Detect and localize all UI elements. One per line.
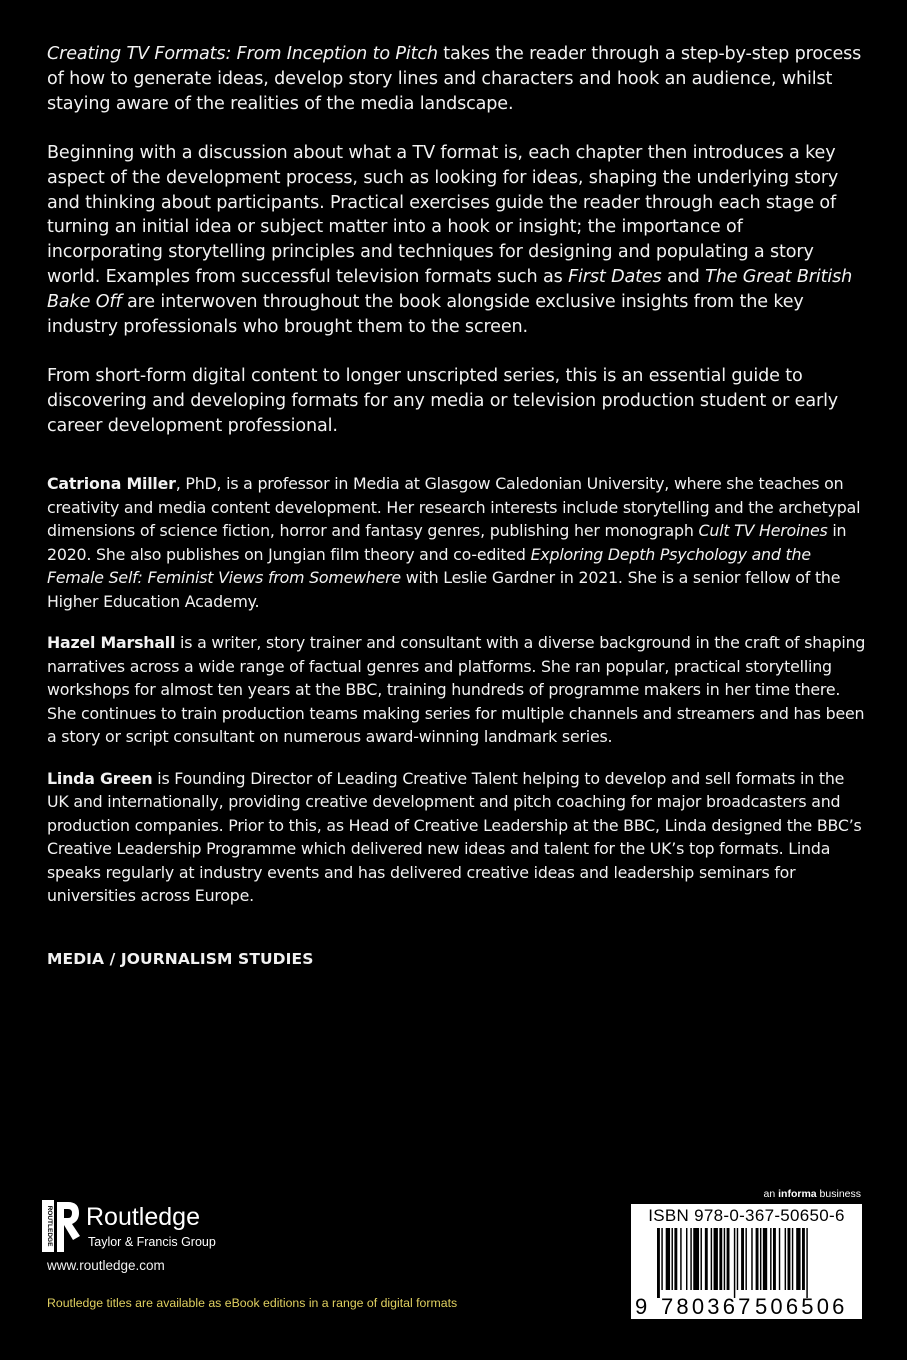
barcode-bar bbox=[693, 1228, 699, 1290]
barcode-bar bbox=[734, 1228, 735, 1298]
barcode-bar bbox=[719, 1228, 722, 1290]
barcode-bar bbox=[763, 1228, 767, 1290]
barcode-bar bbox=[674, 1228, 677, 1290]
bio-text: with Leslie Gardner in 2021. She is a senior fellow of the Higher Education Academy. bbox=[47, 568, 841, 611]
barcode-bar bbox=[773, 1228, 776, 1290]
barcode-bar bbox=[802, 1228, 805, 1290]
isbn-barcode bbox=[631, 1204, 862, 1319]
bio-text: in 2020. She also publishes on Jungian film theory and co-edited bbox=[47, 521, 847, 564]
publisher-group: Taylor & Francis Group bbox=[88, 1235, 216, 1249]
author-bios bbox=[47, 472, 867, 926]
barcode-bar bbox=[745, 1228, 746, 1290]
bio-linda-green bbox=[47, 767, 867, 908]
barcode-bar bbox=[806, 1228, 807, 1298]
blurb-paragraph-3: From short-form digital content to longer unscripted series, this is an essential guide to discovering and developing formats for any media or television production student or early career development professional. bbox=[47, 365, 839, 436]
barcode-bar bbox=[788, 1228, 791, 1290]
barcode-bar bbox=[690, 1228, 691, 1290]
barcode-digits-right: 506506 bbox=[755, 1294, 848, 1319]
informa-brand: informa bbox=[778, 1188, 817, 1200]
barcode-bar bbox=[724, 1228, 725, 1290]
publisher-website: www.routledge.com bbox=[47, 1258, 165, 1273]
routledge-logo bbox=[42, 1200, 242, 1260]
barcode-bar bbox=[666, 1228, 670, 1290]
back-cover-blurb bbox=[47, 42, 862, 463]
barcode-bars bbox=[631, 1228, 862, 1298]
barcode-bar bbox=[792, 1228, 793, 1290]
bio-hazel-marshall bbox=[47, 631, 867, 749]
barcode-bar bbox=[737, 1228, 738, 1290]
format-title: The Great British Bake Off bbox=[47, 266, 853, 312]
barcode-digits-left: 780367 bbox=[661, 1294, 754, 1319]
bio-text: is Founding Director of Leading Creative Talent helping to develop and sell formats in the UK and internationally, providing creative development and pitch coaching for major broadcasters and production companies. Prior to this, as Head of Creative Leadership at the BBC, Linda designed the BBC’s Creative Leadership Programme which delivered new ideas and talent for the UK’s top formats. Linda speaks regularly at industry events and has delivered creative ideas and leadership seminars for universities across Europe. bbox=[47, 768, 862, 905]
barcode-bar bbox=[680, 1228, 681, 1290]
barcode-bar bbox=[672, 1228, 673, 1290]
ebook-note: Routledge titles are available as eBook editions in a range of digital formats bbox=[47, 1296, 458, 1310]
author-name: Catriona Miller bbox=[47, 474, 176, 493]
author-name: Hazel Marshall bbox=[47, 633, 176, 652]
barcode-bar bbox=[785, 1228, 786, 1290]
barcode-bar bbox=[701, 1228, 702, 1290]
isbn-number: ISBN 978-0-367-50650-6 bbox=[648, 1206, 845, 1225]
bio-catriona-miller bbox=[47, 472, 867, 613]
barcode-bar bbox=[661, 1228, 662, 1290]
barcode-bar bbox=[770, 1228, 771, 1290]
blurb-text: and bbox=[661, 266, 706, 287]
barcode-bar bbox=[751, 1228, 752, 1290]
blurb-text: takes the reader through a step-by-step process of how to generate ideas, develop story lines and characters and hook an audience, whilst staying aware of the realities of the media landscape. bbox=[47, 44, 862, 114]
barcode-bar bbox=[657, 1228, 660, 1298]
author-name: Linda Green bbox=[47, 768, 153, 788]
blurb-paragraph-2 bbox=[47, 141, 862, 339]
barcode-bar bbox=[779, 1228, 780, 1290]
informa-suffix: business bbox=[816, 1188, 861, 1200]
barcode-bar bbox=[727, 1228, 730, 1290]
barcode-bar bbox=[741, 1228, 744, 1290]
barcode-bar bbox=[714, 1228, 718, 1290]
bio-text: is a writer, story trainer and consultant with a diverse background in the craft of shaping narratives across a wide range of factual genres and platforms. She ran popular, practical storytelling workshops for almost ten years at the BBC, training hundreds of programme makers in her time there. She continues to train production teams making series for multiple channels and streamers and has been a story or script consultant on numerous award-winning landmark series. bbox=[47, 633, 866, 746]
spine-text: ROUTLEDGE bbox=[46, 1205, 53, 1247]
blurb-paragraph-1 bbox=[47, 42, 862, 116]
work-title: Exploring Depth Psychology and the Female Self: Feminist Views from Somewhere bbox=[47, 544, 811, 587]
subject-category: MEDIA / JOURNALISM STUDIES bbox=[47, 950, 314, 968]
informa-prefix: an bbox=[763, 1188, 779, 1200]
informa-tagline bbox=[764, 1188, 861, 1200]
barcode-digit-first: 9 bbox=[635, 1294, 648, 1319]
work-title: Cult TV Heroines bbox=[698, 521, 828, 540]
blurb-text: are interwoven throughout the book alongside exclusive insights from the key industry professionals who brought them to the screen. bbox=[47, 291, 804, 337]
barcode-bar bbox=[760, 1228, 761, 1290]
blurb-text: Beginning with a discussion about what a TV format is, each chapter then introduces a key aspect of the development process, such as looking for ideas, shaping the underlying story and thinking about participants. Practical exercises guide the reader through each stage of turning an initial idea or subject matter into a hook or insight; the importance of incorporating storytelling principles and techniques for designing and populating a story world. Examples from successful television formats such as bbox=[47, 142, 839, 287]
barcode-bar bbox=[705, 1228, 708, 1290]
barcode-bar bbox=[796, 1228, 800, 1290]
book-title: Creating TV Formats: From Inception to Pitch bbox=[47, 44, 438, 64]
routledge-r-icon bbox=[42, 1200, 82, 1258]
bio-text: , PhD, is a professor in Media at Glasgow Caledonian University, where she teaches on creativity and media content development. Her research interests include storytelling and the archetypal dimensions of science fiction, horror and fantasy genres, publishing her monograph bbox=[47, 474, 861, 540]
publisher-name: Routledge bbox=[86, 1203, 200, 1231]
barcode-bar bbox=[686, 1228, 687, 1290]
barcode-bar bbox=[756, 1228, 759, 1290]
barcode-bar bbox=[711, 1228, 712, 1290]
format-title: First Dates bbox=[568, 266, 662, 287]
